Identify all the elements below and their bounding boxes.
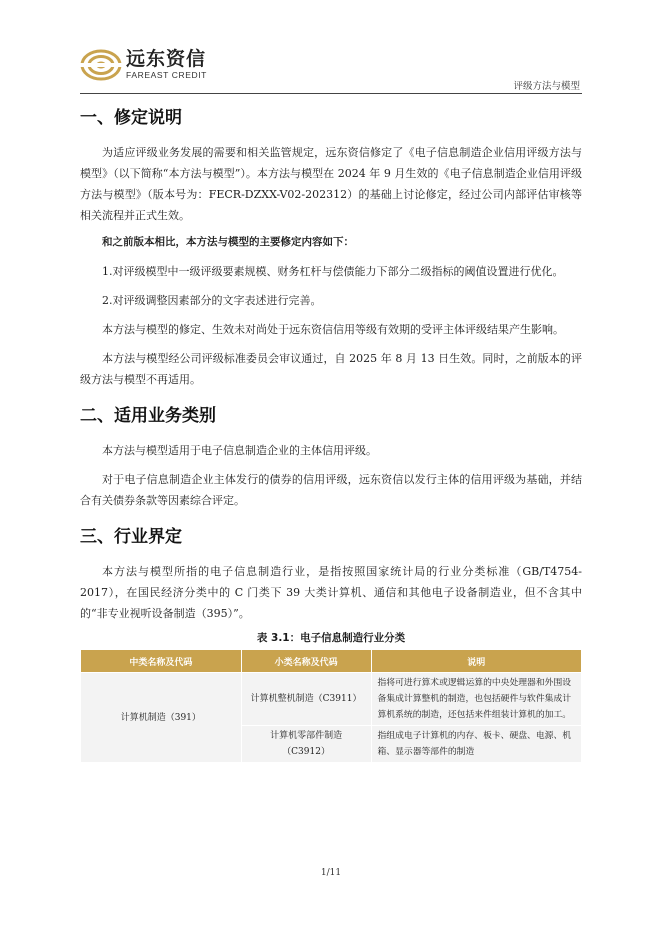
table-row — [81, 673, 582, 726]
sub-class-cell: 计算机整机制造（C3911） — [241, 673, 371, 726]
table-caption: 表 3.1：电子信息制造行业分类 — [256, 632, 406, 644]
section-1-paragraph-6: 本方法与模型经公司评级标准委员会审议通过，自 2025 年 8 月 13 日生效。同时，之前版本的评级方法与模型不再适用。 — [80, 352, 582, 386]
section-3-title: 三、行业界定 — [80, 527, 182, 547]
section-2-title: 二、适用业务类别 — [80, 406, 216, 426]
description-cell: 指组成电子计算机的内存、板卡、硬盘、电源、机箱、显示器等部件的制造 — [371, 726, 582, 763]
section-1-paragraph-4: 2.对评级调整因素部分的文字表述进行完善。 — [102, 294, 322, 307]
mid-class-cell: 计算机制造（391） — [81, 673, 242, 763]
section-1-paragraph-2: 和之前版本相比，本方法与模型的主要修定内容如下： — [102, 236, 354, 248]
header-divider — [80, 93, 582, 94]
section-2-paragraph-2: 对于电子信息制造企业主体发行的债券的信用评级，远东资信以发行主体的信用评级为基础，并结合有关债券条款等因素综合评定。 — [80, 473, 582, 507]
table-header-row — [81, 650, 582, 673]
main-content — [80, 104, 582, 763]
section-2-paragraph-1: 本方法与模型适用于电子信息制造企业的主体信用评级。 — [102, 444, 377, 457]
section-1-title: 一、修定说明 — [80, 108, 182, 128]
doc-label: 评级方法与模型 — [513, 81, 580, 92]
sub-class-cell: 计算机零部件制造（C3912） — [241, 726, 371, 763]
section-1-paragraph-5: 本方法与模型的修定、生效未对尚处于远东资信信用等级有效期的受评主体评级结果产生影响。 — [102, 323, 564, 336]
section-1-paragraph-3: 1.对评级模型中一级评级要素规模、财务杠杆与偿债能力下部分二级指标的阈值设置进行优化。 — [102, 265, 564, 278]
column-header: 中类名称及代码 — [81, 650, 242, 673]
brand-logo — [80, 48, 207, 82]
section-1-paragraph-1: 为适应评级业务发展的需要和相关监管规定，远东资信修定了《电子信息制造企业信用评级方法与模型》（以下简称“本方法与模型”）。本方法与模型在 2024 年 9 月生效的《电子信息制造企业信用评级方法与模型》（版本号为：FECR-DZXX-V02-202312）的基础上讨论修定，经过公司内部评估审核等相关流程并正式生效。 — [80, 146, 582, 222]
column-header: 说明 — [371, 650, 582, 673]
industry-classification-table — [80, 649, 582, 763]
page-number: 1/11 — [320, 868, 342, 878]
brand-name-cn: 远东资信 — [126, 48, 207, 70]
fareast-logo-icon — [80, 48, 122, 82]
brand-name-en: FAREAST CREDIT — [126, 70, 207, 80]
description-cell: 指将可进行算术或逻辑运算的中央处理器和外围设备集成计算整机的制造，也包括硬件与软件集成计算机系统的制造，还包括来件组装计算机的加工。 — [371, 673, 582, 726]
column-header: 小类名称及代码 — [241, 650, 371, 673]
page-header — [80, 48, 582, 94]
section-3-paragraph-1: 本方法与模型所指的电子信息制造行业，是指按照国家统计局的行业分类标准（GB/T4754-2017），在国民经济分类中的 C 门类下 39 大类计算机、通信和其他电子设备制造业，但不含其中的“非专业视听设备制造（395）”。 — [80, 565, 582, 620]
